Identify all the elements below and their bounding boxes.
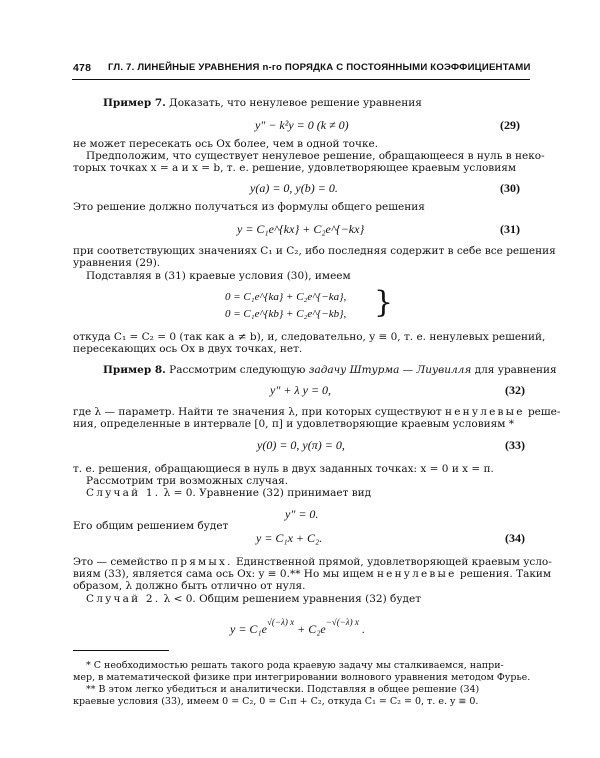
footnote-rule: [73, 650, 169, 651]
example7-text-line: Подставляя в (31) краевые условия (30), имеем: [86, 270, 351, 282]
text-segment: Это — семейство: [73, 556, 168, 568]
text-segment: решения. Таким: [459, 568, 552, 580]
example7-text-line: откуда C₁ = C₂ = 0 (так как a ≠ b), и, следовательно, y ≡ 0, т. е. ненулевых решений,: [73, 331, 546, 343]
example7-text-line: уравнения (29).: [73, 257, 161, 269]
example7-text-line: Это решение должно получаться из формулы общего решения: [73, 201, 425, 213]
equation-31: y = C₁e^{kx} + C₂e^{−kx}: [237, 222, 365, 236]
example8-text-line: образом, λ должно быть отлично от нуля.: [73, 580, 306, 592]
example7-text-line: пересекающих ось Ox в двух точках, нет.: [73, 343, 303, 355]
equation-33: y(0) = 0, y(π) = 0,: [257, 438, 345, 452]
header-rule: [72, 79, 530, 80]
footnote-1-line: * С необходимостью решать такого рода краевую задачу мы сталкиваемся, напри-: [86, 660, 504, 671]
example7-statement: Доказать, что ненулевое решение уравнения: [169, 97, 422, 109]
eq-exponent: −√(−λ) x: [325, 617, 359, 627]
right-brace-icon: }: [374, 285, 394, 320]
spaced-emphasis: ненулевые: [376, 568, 457, 580]
equation-34: y = C₁x + C₂.: [256, 531, 323, 545]
footnote-2-line: краевые условия (33), имеем 0 = C₂, 0 = C₁π + C₂, откуда C₁ = C₂ = 0, т. е. y ≡ 0.: [73, 696, 479, 707]
spaced-emphasis: прямых.: [171, 556, 233, 568]
case-2-label: Случай 2.: [86, 593, 161, 605]
eq-part: y = C₁e: [230, 622, 267, 636]
case-2-line: [86, 593, 421, 606]
example8-text-line: ния, определенные в интервале [0, π] и удовлетворяющие краевым условиям *: [73, 418, 514, 430]
text-segment: где λ — параметр. Найти те значения λ, при которых существуют: [73, 406, 442, 418]
equation-32: y″ + λ y = 0,: [270, 383, 332, 397]
running-title: ГЛ. 7. ЛИНЕЙНЫЕ УРАВНЕНИЯ n-го ПОРЯДКА С ПОСТОЯННЫМИ КОЭФФИЦИЕНТАМИ: [108, 62, 531, 73]
system-line-2: 0 = C₁e^{kb} + C₂e^{−kb},: [225, 308, 347, 320]
example8-text-line: Его общим решением будет: [73, 520, 229, 532]
text-segment: Единственной прямой, удовлетворяющей краевым усло-: [235, 556, 552, 568]
equation-31-number: (31): [500, 222, 520, 236]
case-1-line: [86, 487, 371, 500]
example8-label: Пример 8.: [103, 364, 166, 376]
footnote-2-line: ** В этом легко убедиться и аналитически. Подставляя в общее решение (34): [86, 684, 480, 695]
example7-text-line: торых точках x = a и x = b, т. е. решение, удовлетворяющее краевым условиям: [73, 162, 517, 174]
equation-30-number: (30): [500, 181, 520, 195]
example8-statement-b: для уравнения: [474, 364, 557, 376]
example7-label: Пример 7.: [103, 97, 166, 109]
example7-text-line: при соответствующих значениях C₁ и C₂, ибо последняя содержит в себе все решения: [73, 245, 556, 257]
example8-paragraph: [103, 364, 557, 377]
example8-text-line: Рассмотрим три возможных случая.: [86, 475, 289, 487]
sturm-liouville-term: задачу Штурма — Лиувилля: [308, 364, 472, 376]
example8-text-line: т. е. решения, обращающиеся в нуль в двух заданных точках: x = 0 и x = π.: [73, 463, 494, 475]
text-segment: реше-: [527, 406, 561, 418]
equation-32-number: (32): [505, 383, 525, 397]
case-1-label: Случай 1.: [86, 487, 161, 499]
example7-paragraph: [103, 97, 422, 110]
example7-text-line: не может пересекать ось Ox более, чем в одной точке.: [73, 138, 379, 150]
equation-case1: y″ = 0.: [285, 507, 319, 521]
eq-exponent: √(−λ) x: [266, 617, 295, 627]
case-2-text: λ < 0. Общим решением уравнения (32) будет: [163, 593, 422, 605]
equation-29-number: (29): [500, 118, 520, 132]
equation-33-number: (33): [505, 438, 525, 452]
eq-part: + C₂e: [297, 622, 326, 636]
case-1-text: λ = 0. Уравнение (32) принимает вид: [163, 487, 372, 499]
text-segment: виям (33), является сама ось Ox: y ≡ 0.** Но мы ищем: [73, 568, 374, 580]
spaced-emphasis: ненулевые: [445, 406, 525, 418]
system-line-1: 0 = C₁e^{ka} + C₂e^{−ka},: [225, 291, 347, 303]
page-number: 478: [73, 62, 92, 74]
example8-statement-a: Рассмотрим следующую: [169, 364, 306, 376]
example7-text-line: Предположим, что существует ненулевое решение, обращающееся в нуль в неко-: [86, 150, 545, 162]
equation-29: y″ − k²y = 0 (k ≠ 0): [255, 118, 349, 132]
equation-34-number: (34): [505, 531, 525, 545]
footnote-1-line: мер, в математической физике при интегрировании волнового уравнения методом Фурье.: [73, 672, 531, 683]
eq-part: .: [361, 622, 365, 636]
equation-30: y(a) = 0, y(b) = 0.: [250, 181, 338, 195]
equation-case2: [230, 617, 365, 637]
